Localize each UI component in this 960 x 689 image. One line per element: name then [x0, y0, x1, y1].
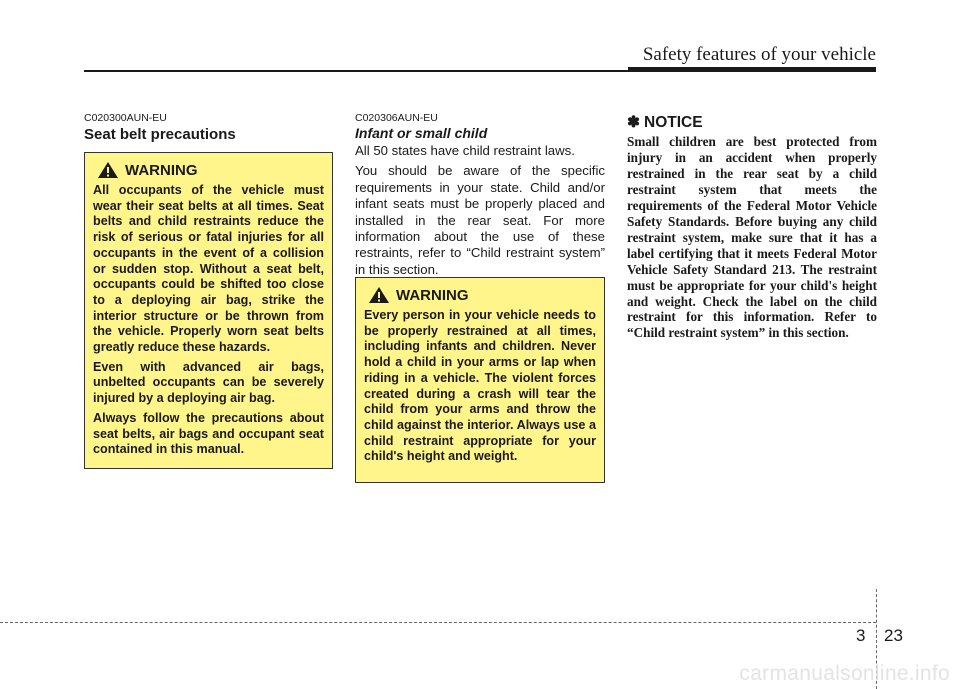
warning-title: WARNING: [396, 286, 469, 304]
watermark: carmanualsonline.info: [739, 662, 950, 685]
section-heading-infant: Infant or small child: [355, 125, 488, 141]
warning-title: WARNING: [125, 161, 198, 179]
warning-box-infant: [355, 277, 605, 483]
notice-title: NOTICE: [644, 113, 703, 131]
notice-asterisk-icon: ✽: [627, 114, 640, 131]
warning-paragraph: Every person in your vehicle needs to be properly restrained at all times, including infants and children. Never hold a child in your arms or lap when riding in a vehicle. The violent forces created during a crash will tear the child from your arms and throw the child against the interior. Always use a child restraint appropriate for your child's height and weight.: [364, 308, 596, 464]
notice-text: Small children are best protected from injury in an accident when properly restrained in the rear seat by a child restraint system that meets the requirements of the Federal Motor Vehicle Safety Standards. Before buying any child restraint system, make sure that it has a label certifying that it meets Federal Motor Vehicle Safety Standard 213. The restraint must be appropriate for your child's height and weight. Check the label on the child restraint for this information. Refer to “Child restraint system” in this section.: [627, 134, 877, 341]
chapter-number: 3: [856, 626, 866, 645]
notice-heading: [627, 113, 703, 132]
warning-paragraph: Even with advanced air bags, unbelted occupants can be severely injured by a deploying air bag.: [93, 359, 324, 406]
header-rule-accent: [628, 67, 876, 72]
warning-paragraph: Always follow the precautions about seat belts, air bags and occupant seat contained in this manual.: [93, 410, 324, 457]
infant-body-text: [355, 143, 605, 282]
warning-triangle-icon: [368, 286, 390, 304]
section-heading-seat-belt: Seat belt precautions: [84, 126, 236, 143]
footer-dashed-rule: [0, 622, 876, 623]
warning-box-seat-belt: [84, 152, 333, 469]
warning-header: [368, 286, 596, 304]
running-header-title: Safety features of your vehicle: [642, 44, 876, 65]
section-code-middle: C020306AUN-EU: [355, 112, 438, 124]
body-paragraph: You should be aware of the specific requirements in your state. Child and/or infant seats must be properly placed and installed in the rear seat. For more information about the use of these restraints, refer to “Child restraint system” in this section.: [355, 163, 605, 277]
section-code-left: C020300AUN-EU: [84, 112, 167, 124]
warning-triangle-icon: [97, 161, 119, 179]
warning-header: [97, 161, 324, 179]
warning-paragraph: All occupants of the vehicle must wear their seat belts at all times. Seat belts and child restraints reduce the risk of serious or fatal injuries for all occupants in the event of a collision or sudden stop. Without a seat belt, occupants could be shifted too close to a deploying air bag, strike the interior structure or be thrown from the vehicle. Properly worn seat belts greatly reduce these hazards.: [93, 183, 324, 355]
page-number: 23: [884, 626, 903, 645]
body-paragraph: All 50 states have child restraint laws.: [355, 143, 575, 158]
